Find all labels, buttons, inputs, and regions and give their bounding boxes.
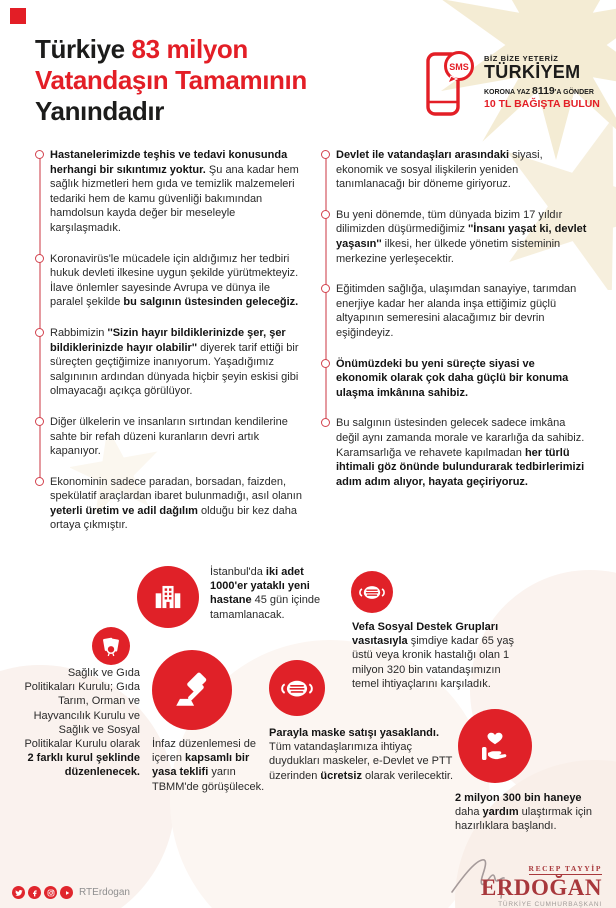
- hospital-circle: [137, 566, 199, 628]
- bullet-item: Devlet ile vatandaşları arasındaki siyasi, ekonomik ve sosyal ilişkilerin yeniden tanımlanacağı bir döneme giriyoruz.: [336, 148, 588, 192]
- hand-heart-text: 2 milyon 300 bin haneye daha yardım ulaştırmak için hazırlıklara başlandı.: [455, 792, 592, 833]
- mask-ban-text: Parayla maske satışı yasaklandı. Tüm vatandaşlarımıza ihtiyaç duydukları maskeler, e-Devlet ve PTT üzerinden ücretsiz olarak verilecektir.: [269, 727, 454, 782]
- mask-ban-circle: [269, 660, 325, 716]
- instagram-icon[interactable]: [44, 886, 57, 899]
- social-handle: RTErdogan: [79, 887, 130, 898]
- mask-icon: [281, 672, 313, 704]
- bullet-item: Rabbimizin ''Sizin hayır bildiklerinizde şer, şer bildiklerinizde hayır olabilir'' diyerek tarif ettiği bir süreçten geçtiğimize inanıyorum. Yaşadığımız salgınının ardından dünyada hiçbir şeyin eskisi gibi olmayacağı açıkça görülüyor.: [50, 326, 302, 399]
- bullet-item: Ekonominin sadece paradan, borsadan, faizden, spekülatif araçlardan ibaret bulunmadığı, asıl olanın yeterli üretim ve adil dağılım olduğu bir kez daha ortaya çıkmıştır.: [50, 475, 302, 533]
- social-bar: [12, 886, 130, 899]
- bullet-dot-icon: [321, 150, 330, 159]
- title-black-2: Yanındadır: [35, 96, 164, 126]
- title-red-1: 83 milyon: [131, 34, 248, 64]
- sms-phone-icon: [424, 44, 476, 122]
- vefa-circle: [351, 571, 393, 613]
- twitter-icon[interactable]: [12, 886, 25, 899]
- hand-heart-icon: [475, 726, 515, 766]
- sms-slogan-big: TÜRKİYEM: [484, 62, 581, 82]
- mask-icon: [359, 579, 385, 605]
- corner-square-mark: [10, 8, 26, 24]
- facebook-icon[interactable]: [28, 886, 41, 899]
- signature-name-top: RECEP TAYYİP: [528, 864, 602, 873]
- council-circle: [92, 627, 130, 665]
- bullet-dot-icon: [321, 284, 330, 293]
- bullet-dot-icon: [321, 210, 330, 219]
- bullet-item: Koronavirüs'le mücadele için aldığımız her tedbiri hukuk devleti ilkesine uygun şekilde yürütmekteyiz. İlave önlemler sayesinde Avrupa ve dünya ile paralel şekilde bu salgının üstesinden geleceğiz.: [50, 252, 302, 310]
- bullet-item: Bu salgının üstesinden gelecek sadece imkâna değil aynı zamanda morale ve kararlığa da sahibiz. Karamsarlığa ve rehavete kapılmadan her türlü ihtimali göz önünde bulundurarak tedbirlerimizi adım adım alıyor, hayata geçiriyoruz.: [336, 416, 588, 489]
- sms-donation-amount: 10 TL BAĞIŞTA BULUN: [484, 98, 600, 110]
- title-red-2: Vatandaşın Tamamının: [35, 65, 307, 95]
- hospital-text: İstanbul'da iki adet 1000'er yataklı yeni hastane 45 gün içinde tamamlanacak.: [210, 566, 321, 621]
- svg-text:SMS: SMS: [449, 62, 469, 72]
- hospital-icon: [152, 581, 184, 613]
- bullet-item: Hastanelerimizde teşhis ve tedavi konusunda herhangi bir sıkıntımız yoktur. Şu ana kadar hem sağlık hizmetleri hem gıda ve temizlik malzemeleri tedariki hem de kamu güvenliği bakımından hamdolsun kayda değer bir meseleyle karşılaşmadık.: [50, 148, 302, 236]
- left-column: [50, 148, 302, 549]
- council-text: Sağlık ve Gıda Politikaları Kurulu; Gıda Tarım, Orman ve Hayvancılık Kurulu ve Sağlık ve Sosyal Politikalar Kurulu olarak 2 farklı kurul şeklinde düzenlenecek.: [24, 667, 140, 779]
- timeline-line: [39, 154, 41, 481]
- bullet-dot-icon: [35, 254, 44, 263]
- right-column: [336, 148, 588, 505]
- bullet-item: Önümüzdeki bu yeni süreçte siyasi ve ekonomik olarak çok daha güçlü bir konuma ulaşma imkânına sahibiz.: [336, 357, 588, 401]
- youtube-icon[interactable]: [60, 886, 73, 899]
- bullet-dot-icon: [35, 328, 44, 337]
- gavel-circle: [152, 650, 232, 730]
- page-title: [35, 34, 435, 127]
- bullet-item: Diğer ülkelerin ve insanların sırtından kendilerine sahte bir refah düzeni kuranların devri artık kapanıyor.: [50, 415, 302, 459]
- bullet-dot-icon: [321, 359, 330, 368]
- bullet-dot-icon: [35, 477, 44, 486]
- sms-instruction: KORONA YAZ 8119'A GÖNDER: [484, 85, 594, 97]
- bullet-dot-icon: [35, 150, 44, 159]
- bullet-item: Eğitimden sağlığa, ulaşımdan sanayiye, tarımdan enerjiye kadar her alanda inşa ettiğimiz güçlü altyapının semeresini alacağımız bir devrin eşiğindeyiz.: [336, 282, 588, 340]
- signature-title: TÜRKİYE CUMHURBAŞKANI: [498, 901, 602, 908]
- signature-name-main: ERDOĞAN: [480, 875, 602, 900]
- gavel-text: İnfaz düzenlemesi de içeren kapsamlı bir yasa teklifi yarın TBMM'de görüşülecek.: [152, 738, 265, 793]
- title-black-1: Türkiye: [35, 34, 132, 64]
- sms-donation-badge[interactable]: [424, 44, 606, 122]
- bullet-dot-icon: [35, 417, 44, 426]
- council-seal-icon: [100, 635, 122, 657]
- vefa-text: Vefa Sosyal Destek Grupları vasıtasıyla şimdiye kadar 65 yaş üstü veya kronik hastalığı olan 1 milyon 320 bin vatandaşımızın temel ihtiyaçlarını karşıladık.: [352, 621, 515, 690]
- hand-heart-circle: [458, 709, 532, 783]
- bullet-item: Bu yeni dönemde, tüm dünyada bizim 17 yıldır dilimizden düşürmediğimiz ''İnsanı yaşat ki, devlet yaşasın'' ilkesi, her ülkede yönetim sisteminin merkezine yerleşecektir.: [336, 208, 588, 266]
- bullet-dot-icon: [321, 418, 330, 427]
- sms-slogan-small: BİZ BİZE YETERİZ: [484, 54, 559, 63]
- gavel-icon: [171, 669, 213, 711]
